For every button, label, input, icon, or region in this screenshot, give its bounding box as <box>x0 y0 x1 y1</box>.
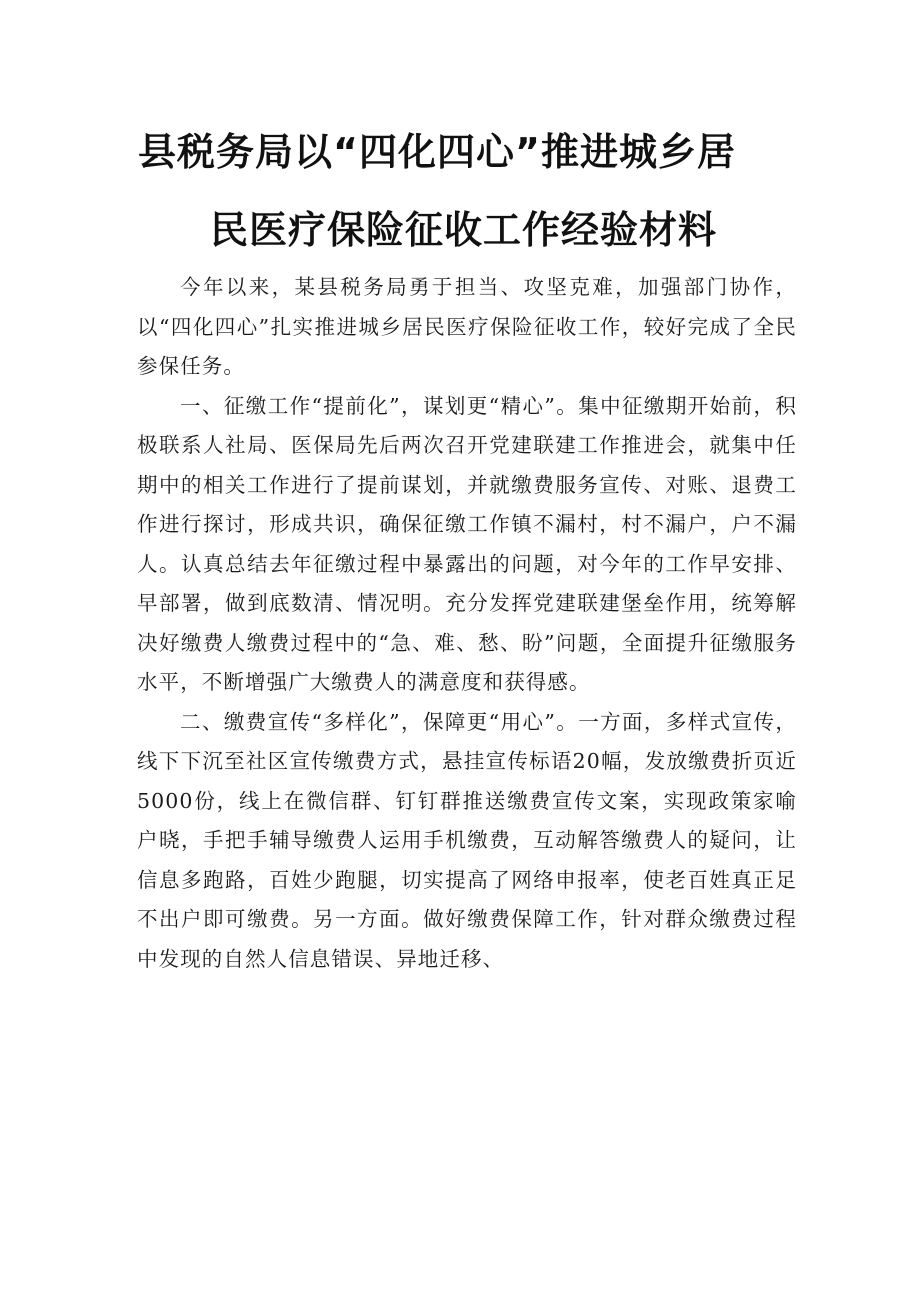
paragraph-intro: 今年以来，某县税务局勇于担当、攻坚克难，加强部门协作，以“四化四心”扎实推进城乡居民医疗保险征收工作，较好完成了全民参保任务。 <box>137 275 797 378</box>
document-title-line-1: 县税务局以“四化四心”推进城乡居 <box>138 130 736 174</box>
paragraph-section-2: 二、缴费宣传“多样化”，保障更“用心”。一方面，多样式宣传，线下下沉至社区宣传缴费方式，悬挂宣传标语20幅，发放缴费折页近5000份，线上在微信群、钉钉群推送缴费宣传文案，实现政策家喻户晓，手把手辅导缴费人运用手机缴费，互动解答缴费人的疑问，让信息多跑路，百姓少跑腿，切实提高了网络申报率，使老百姓真正足不出户即可缴费。另一方面。做好缴费保障工作，针对群众缴费过程中发现的自然人信息错误、异地迁移、 <box>137 709 797 971</box>
document-body <box>137 268 797 979</box>
document-title-line-2: 民医疗保险征收工作经验材料 <box>210 208 718 252</box>
paragraph-section-1: 一、征缴工作“提前化”，谋划更“精心”。集中征缴期开始前，积极联系人社局、医保局先后两次召开党建联建工作推进会，就集中任期中的相关工作进行了提前谋划，并就缴费服务宣传、对账、退费工作进行探讨，形成共识，确保征缴工作镇不漏村，村不漏户，户不漏人。认真总结去年征缴过程中暴露出的问题，对今年的工作早安排、早部署，做到底数清、情况明。充分发挥党建联建堡垒作用，统筹解决好缴费人缴费过程中的“急、难、愁、盼”问题，全面提升征缴服务水平，不断增强广大缴费人的满意度和获得感。 <box>137 393 797 694</box>
